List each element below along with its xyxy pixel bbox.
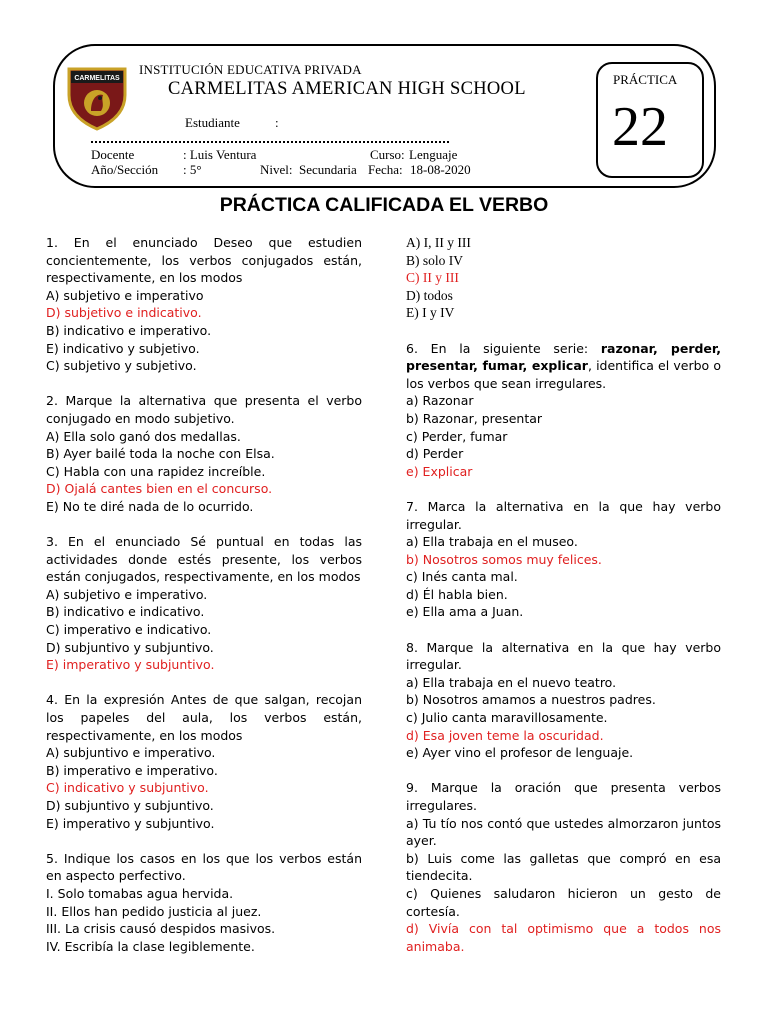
date-value: 18-08-2020 (410, 162, 471, 177)
option-c-answer: C) II y III (406, 270, 459, 286)
case-item: I. Solo tomabas agua hervida. (46, 885, 234, 901)
option-a: a) Ella trabaja en el museo. (406, 534, 578, 550)
case-item: II. Ellos han pedido justicia al juez. (46, 903, 262, 919)
option-e-answer: E) imperativo y subjuntivo. (46, 657, 215, 673)
question-2 (46, 392, 362, 515)
option-b: B) solo IV (406, 252, 463, 268)
question-8 (406, 639, 721, 762)
right-column (406, 234, 721, 973)
option-b-answer: b) Nosotros somos muy felices. (406, 551, 602, 567)
practice-number: 22 (612, 96, 668, 158)
question-3 (46, 533, 362, 674)
question-4 (46, 691, 362, 832)
left-column (46, 234, 362, 973)
institution-type: INSTITUCIÓN EDUCATIVA PRIVADA (139, 62, 362, 77)
question-stem: 2. Marque la alternativa que presenta el verbo conjugado en modo subjetivo. (46, 393, 362, 426)
course-value: Lenguaje (409, 147, 458, 162)
option-d-answer: D) subjetivo e indicativo. (46, 305, 202, 321)
student-colon: : (275, 115, 279, 130)
question-1 (46, 234, 362, 375)
option-d: D) todos (406, 287, 453, 303)
option-e: E) No te diré nada de lo ocurrido. (46, 498, 254, 514)
option-b: B) indicativo e indicativo. (46, 604, 205, 620)
option-d: d) Él habla bien. (406, 586, 508, 602)
option-c: C) imperativo e indicativo. (46, 622, 212, 638)
option-c-answer: C) indicativo y subjuntivo. (46, 780, 209, 796)
option-a: A) Ella solo ganó dos medallas. (46, 428, 241, 444)
question-6 (406, 340, 721, 481)
worksheet-title: PRÁCTICA CALIFICADA EL VERBO (219, 194, 549, 216)
teacher-label: Docente (91, 147, 135, 162)
option-a: A) subjetivo e imperativo (46, 287, 204, 303)
option-a: a) Ella trabaja en el nuevo teatro. (406, 674, 617, 690)
practice-label: PRÁCTICA (613, 72, 678, 87)
question-stem: 7. Marca la alternativa en la que hay verbo irregular. (406, 498, 721, 532)
question-stem: 8. Marque la alternativa en la que hay verbo irregular. (406, 639, 721, 673)
option-e: E) imperativo y subjuntivo. (46, 815, 215, 831)
option-a: A) subjetivo e imperativo. (46, 586, 208, 602)
option-d-answer: d) Vivía con tal optimismo que a todos nos animaba. (406, 921, 721, 954)
option-c: c) Inés canta mal. (406, 569, 518, 585)
option-c: C) subjetivo y subjetivo. (46, 358, 197, 374)
year-section-label: Año/Sección (91, 162, 159, 177)
option-d: d) Perder (406, 446, 464, 462)
option-d: D) subjuntivo y subjuntivo. (46, 639, 214, 655)
school-crest-logo (67, 65, 127, 131)
student-label: Estudiante (185, 115, 240, 130)
question-5-options (406, 234, 721, 322)
school-name: CARMELITAS AMERICAN HIGH SCHOOL (168, 79, 526, 99)
option-e: e) Ella ama a Juan. (406, 604, 524, 620)
option-d: D) subjuntivo y subjuntivo. (46, 798, 214, 813)
question-stem: 5. Indique los casos en los que los verbos están en aspecto perfectivo. (46, 850, 362, 884)
question-5 (46, 850, 362, 956)
option-b: B) imperativo e imperativo. (46, 762, 218, 778)
option-b: b) Luis come las galletas que compró en esa tiendecita. (406, 850, 721, 884)
stem-suffix: , identifica el verbo o los verbos que sean irregulares. (406, 358, 721, 391)
option-e: e) Ayer vino el profesor de lenguaje. (406, 745, 634, 761)
question-stem: 1. En el enunciado Deseo que estudien concientemente, los verbos conjugados están, respectivamente, en los modos (46, 235, 362, 286)
question-stem: 4. En la expresión Antes de que salgan, recojan los papeles del aula, los verbos están, respectivamente, en los modos (46, 692, 362, 743)
option-b: b) Razonar, presentar (406, 410, 543, 426)
option-a: A) I, II y III (406, 235, 471, 250)
level-label: Nivel: (260, 162, 293, 177)
year-section-value: : 5° (183, 162, 202, 177)
student-name-line[interactable] (91, 137, 449, 143)
question-9 (406, 779, 721, 955)
option-c: C) Habla con una rapidez increíble. (46, 463, 266, 479)
option-e: E) I y IV (406, 305, 455, 321)
level-value: Secundaria (299, 162, 357, 177)
option-a: a) Razonar (406, 393, 474, 409)
teacher-value: : Luis Ventura (183, 147, 257, 162)
svg-text:CARMELITAS: CARMELITAS (74, 75, 120, 82)
option-a: A) subjuntivo e imperativo. (46, 745, 216, 761)
option-c: c) Perder, fumar (406, 428, 508, 444)
question-stem: 9. Marque la oración que presenta verbos irregulares. (406, 780, 721, 813)
option-b: b) Nosotros amamos a nuestros padres. (406, 692, 656, 708)
case-item: IV. Escribía la clase legiblemente. (46, 938, 255, 954)
stem-prefix: 6. En la siguiente serie: (406, 340, 589, 356)
verb-series: razonar, perder, presentar, fumar, explicar (406, 340, 721, 374)
option-a: a) Tu tío nos contó que ustedes almorzaron juntos ayer. (406, 815, 721, 849)
option-b: B) Ayer bailé toda la noche con Elsa. (46, 446, 275, 462)
option-c: c) Quienes saludaron hicieron un gesto de cortesía. (406, 885, 721, 919)
option-e: E) indicativo y subjetivo. (46, 340, 200, 356)
course-label: Curso: (370, 147, 405, 162)
option-d-answer: d) Esa joven teme la oscuridad. (406, 727, 604, 743)
option-e-answer: e) Explicar (406, 463, 473, 479)
option-c: c) Julio canta maravillosamente. (406, 710, 608, 726)
question-stem (406, 340, 721, 393)
date-label: Fecha: (368, 162, 403, 177)
question-7 (406, 498, 721, 621)
case-item: III. La crisis causó despidos masivos. (46, 921, 276, 937)
option-b: B) indicativo e imperativo. (46, 322, 212, 338)
question-stem: 3. En el enunciado Sé puntual en todas las actividades donde estés presente, los verbos están conjugados, respectivamente, en los modos (46, 534, 362, 585)
option-d-answer: D) Ojalá cantes bien en el concurso. (46, 481, 273, 497)
